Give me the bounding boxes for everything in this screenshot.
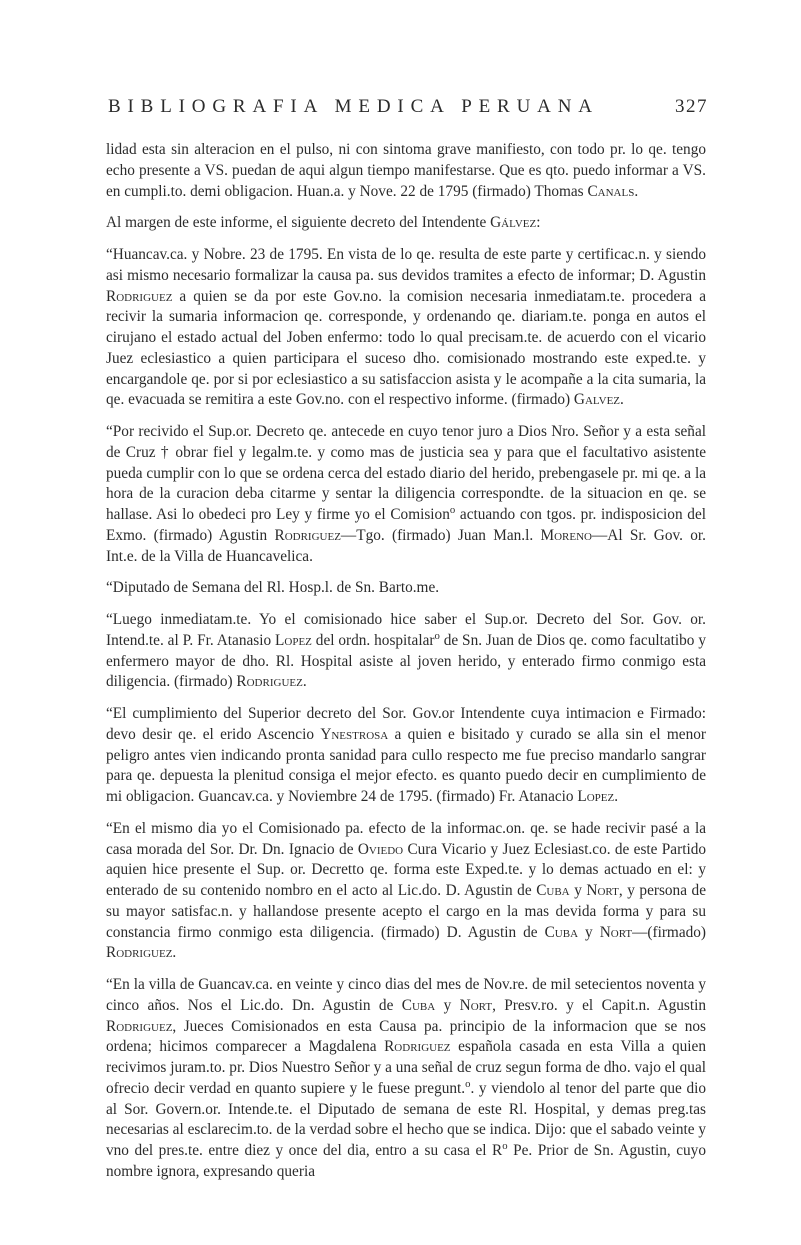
text-run: española casada en esta Villa a quien recivimos juram.to. pr. Dios Nuestro Señor y a una señal de cruz segun forma de dho. vajo el qual ofrecio decir verdad en quanto supiere y le fuese pregunt. (106, 1038, 706, 1097)
text-run: actuando con tgos. pr. indisposicion del Exmo. (firmado) Agustin (106, 506, 706, 544)
text-run: y (569, 882, 587, 899)
paragraph (106, 610, 706, 693)
text-run: : (536, 214, 541, 232)
small-caps-name: Rodriguez (106, 1017, 173, 1035)
small-caps-name: Cuba (536, 882, 570, 899)
text-run: , Jueces Comisionados en esta Causa pa. principio de la informacion que se nos ordena; hicimos comparecer a Magdalena (106, 1017, 706, 1056)
small-caps-name: Rodriguez (384, 1038, 451, 1056)
text-run: . y viendolo al tenor del parte que dio al Sor. Govern.or. Intende.te. el Diputado de semana de este Rl. Hospital, y demas preg.tas necesarias al esclarecim.to. de la verdad sobre el hecho que se indica. Dijo: que el sabado veinte y vno del pres.te. entre diez y once del dia, entro a su casa el R (106, 1079, 706, 1159)
text-run: “Por recivido el Sup.or. Decreto qe. antecede en cuyo tenor juro a Dios Nro. Señor y a esta señal de Cruz † obrar fiel y legalm.te. y como mas de justicia sea y para que el facultativo asistente pueda cumplir con lo que se ordena cerca del estado diario del herido, prebengasele pr. mi qe. a la hora de la curacion deba citarme y sentar la diligencia correspondte. de la situacion en qe. se hallase. Asi lo obedeci pro Ley y firme yo el Comision (106, 423, 706, 523)
text-run: y (435, 996, 460, 1014)
text-run: de Sn. Juan de Dios qe. como facultatibo y enfermero mayor de dho. Rl. Hospital asiste al joven herido, y enterado firmo conmigo esta diligencia. (firmado) (106, 631, 706, 691)
body-text (106, 140, 706, 1183)
text-run: a quien se da por este Gov.no. la comision necesaria inmediatam.te. procedera a recivir la sumaria informacion qe. corresponde, y ordenando qe. diariam.te. ponga en autos el cirujano el estado actual del Joben enfermo: todo lo qual precisam.te. de acuerdo con el vicario Juez eclesiastico a quien participara el suceso dho. comisionado mostrando este exped.te. y encargandole qe. por si por eclesiastico a su satisfaccion asista y le acompañe a la cita sumaria, la qe. evacuada se remitira a este Gov.no. con el respectivo informe. (firmado) (106, 287, 706, 409)
small-caps-name: Ynestrosa (320, 725, 389, 743)
running-title: BIBLIOGRAFIA MEDICA PERUANA (108, 96, 599, 117)
superscript: o (434, 629, 440, 642)
paragraph (106, 422, 706, 567)
small-caps-name: Cuba (544, 923, 579, 941)
small-caps-name: Canals (587, 182, 635, 200)
text-run: “Luego inmediatam.te. Yo el comisionado hice saber el Sup.or. Decreto del Sor. Gov. or. Intend.te. al P. Fr. Atanasio (106, 611, 706, 649)
page-number: 327 (674, 96, 708, 117)
superscript: o (502, 1139, 508, 1152)
small-caps-name: Gálvez (490, 214, 537, 232)
text-run: —(firmado) (632, 923, 707, 941)
paragraph (106, 213, 706, 234)
text-run: , Presv.ro. y el Capit.n. Agustin (492, 996, 707, 1014)
small-caps-name: Oviedo (357, 840, 404, 858)
superscript: o (449, 503, 456, 516)
text-run: . (614, 788, 619, 805)
text-run: a quien e bisitado y curado se alla sin el menor peligro antes vien indicando pronta sanidad para cullo respecto me fue preciso mandarlo sangrar para qe. depuesta la plenitud consiga el mejor efecto. es quanto puedo decir en cumplimiento de mi obligacion. Guancav.ca. y Noviembre 24 de 1795. (firmado) Fr. Atanacio (106, 725, 706, 805)
superscript: o (465, 1077, 471, 1090)
text-run: “Huancav.ca. y Nobre. 23 de 1795. En vista de lo qe. resulta de este parte y certificac.n. y siendo asi mismo necesario formalizar la causa pa. sus devidos tramites a efecto de informar; D. Agustin (106, 246, 706, 284)
small-caps-name: Lopez (577, 788, 615, 805)
small-caps-name: Nort (459, 996, 493, 1014)
small-caps-name: Cuba (401, 996, 436, 1014)
paragraph (106, 578, 706, 599)
text-run: “El cumplimiento del Superior decreto del Sor. Gov.or Intendente cuya intimacion e Firmado: devo desir qe. el erido Ascencio (106, 705, 706, 743)
text-run: Pe. Prior de Sn. Agustin, cuyo nombre ignora, expresando queria (106, 1142, 706, 1180)
text-run: . (172, 944, 177, 962)
small-caps-name: Moreno (540, 526, 592, 544)
text-run: del ordn. hospitalar (311, 631, 435, 649)
paragraph (106, 140, 706, 202)
running-head (108, 96, 708, 126)
small-caps-name: Rodriguez (106, 944, 173, 962)
text-run: . (620, 391, 624, 409)
small-caps-name: Rodriguez (106, 287, 173, 305)
text-run: Cura Vicario y Juez Eclesiast.co. de este Partido aquien hice presente el Sup. or. Decretto qe. forma este Exped.te. y lo demas actuado en el: y enterado de su contenido nombro en el acto al Lic.do. D. Agustin de (106, 840, 706, 899)
text-run: —Al Sr. Gov. or. Int.e. de la Villa de Huancavelica. (106, 526, 706, 565)
small-caps-name: Rodriguez (236, 673, 303, 691)
text-run: . (302, 673, 307, 691)
text-run: . (634, 182, 639, 200)
small-caps-name: Nort (586, 882, 619, 899)
text-run: y (578, 923, 600, 941)
paragraph (106, 245, 706, 411)
small-caps-name: Nort (599, 923, 633, 941)
paragraph (106, 975, 706, 1183)
text-run: Al margen de este informe, el siguiente decreto del Intendente (106, 214, 491, 232)
small-caps-name: Rodriguez (274, 526, 341, 544)
text-run: “En la villa de Guancav.ca. en veinte y cinco dias del mes de Nov.re. de mil setecientos noventa y cinco años. Nos el Lic.do. Dn. Agustin de (106, 976, 706, 1014)
text-run: —Tgo. (firmado) Juan Man.l. (340, 526, 541, 544)
paragraph (106, 819, 706, 964)
text-run: “En el mismo dia yo el Comisionado pa. efecto de la informac.on. qe. se hade recivir pasé a la casa morada del Sor. Dr. Dn. Ignacio de (106, 819, 706, 858)
text-run: , y persona de su mayor satisfac.n. y hallandose presente acepto el cargo en la mas devida forma y para su constancia firmo conmigo esta diligencia. (firmado) D. Agustin de (106, 882, 706, 941)
paragraph (106, 704, 706, 808)
small-caps-name: Lopez (275, 631, 312, 649)
text-run: “Diputado de Semana del Rl. Hosp.l. de Sn. Barto.me. (106, 579, 440, 597)
small-caps-name: Galvez (573, 391, 621, 409)
text-run: lidad esta sin alteracion en el pulso, ni con sintoma grave manifiesto, con todo pr. lo qe. tengo echo presente a VS. puedan de aqui algun tiempo manifestarse. Que es qto. puedo informar a VS. en cumpli.to. demi obligacion. Huan.a. y Nove. 22 de 1795 (firmado) Thomas (106, 141, 706, 200)
